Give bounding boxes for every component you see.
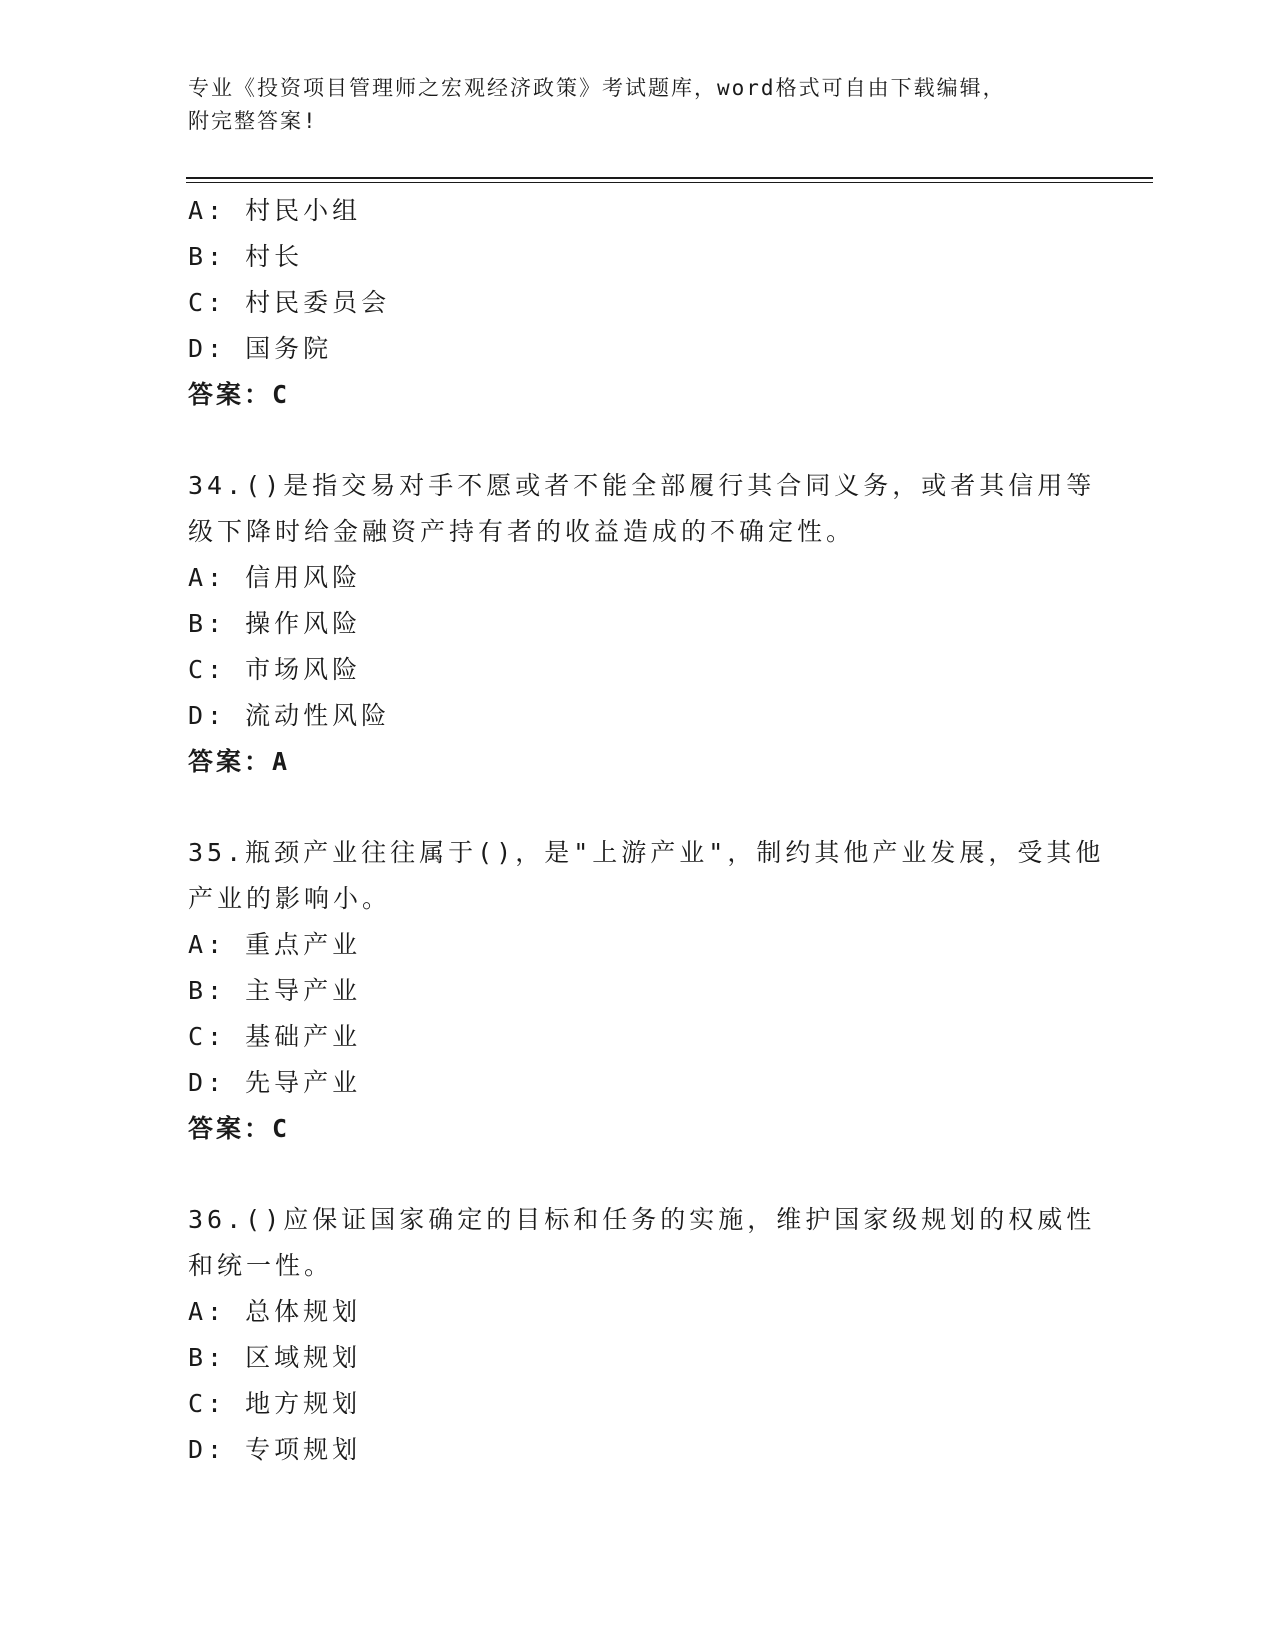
question-text-line-1: 35.瓶颈产业往往属于()，是"上游产业"，制约其他产业发展，受其他: [188, 838, 1105, 867]
question-list: [188, 188, 1105, 1473]
option-b: B: 区域规划: [188, 1343, 362, 1372]
question-text-line-2: 产业的影响小。: [188, 884, 392, 913]
document-header: [188, 72, 1088, 138]
option-d: D: 国务院: [188, 334, 333, 363]
answer-line: 答案：A: [188, 747, 291, 776]
option-d: D: 先导产业: [188, 1068, 362, 1097]
question-text-line-1: 36.()应保证国家确定的目标和任务的实施，维护国家级规划的权威性: [188, 1205, 1096, 1234]
option-a: A: 村民小组: [188, 196, 362, 225]
header-line-1: 专业《投资项目管理师之宏观经济政策》考试题库，word格式可自由下载编辑，: [188, 76, 1006, 100]
option-a: A: 信用风险: [188, 563, 362, 592]
question-text-line-2: 和统一性。: [188, 1251, 334, 1280]
option-d: D: 流动性风险: [188, 701, 391, 730]
option-d: D: 专项规划: [188, 1435, 362, 1464]
question-text-line-1: 34.()是指交易对手不愿或者不能全部履行其合同义务，或者其信用等: [188, 471, 1096, 500]
header-line-2: 附完整答案!: [188, 109, 318, 133]
option-a: A: 总体规划: [188, 1297, 362, 1326]
option-b: B: 主导产业: [188, 976, 362, 1005]
question-33: [188, 188, 1088, 418]
question-text-line-2: 级下降时给金融资产持有者的收益造成的不确定性。: [188, 517, 856, 546]
option-a: A: 重点产业: [188, 930, 362, 959]
question-36: [188, 1197, 1096, 1473]
answer-line: 答案：C: [188, 380, 291, 409]
header-divider-thin: [186, 182, 1153, 183]
answer-line: 答案：C: [188, 1114, 291, 1143]
option-b: B: 村长: [188, 242, 304, 271]
option-b: B: 操作风险: [188, 609, 362, 638]
option-c: C: 村民委员会: [188, 288, 391, 317]
option-c: C: 基础产业: [188, 1022, 362, 1051]
question-35: [188, 830, 1105, 1152]
header-divider-thick: [186, 177, 1153, 179]
option-c: C: 市场风险: [188, 655, 362, 684]
question-34: [188, 463, 1096, 785]
option-c: C: 地方规划: [188, 1389, 362, 1418]
